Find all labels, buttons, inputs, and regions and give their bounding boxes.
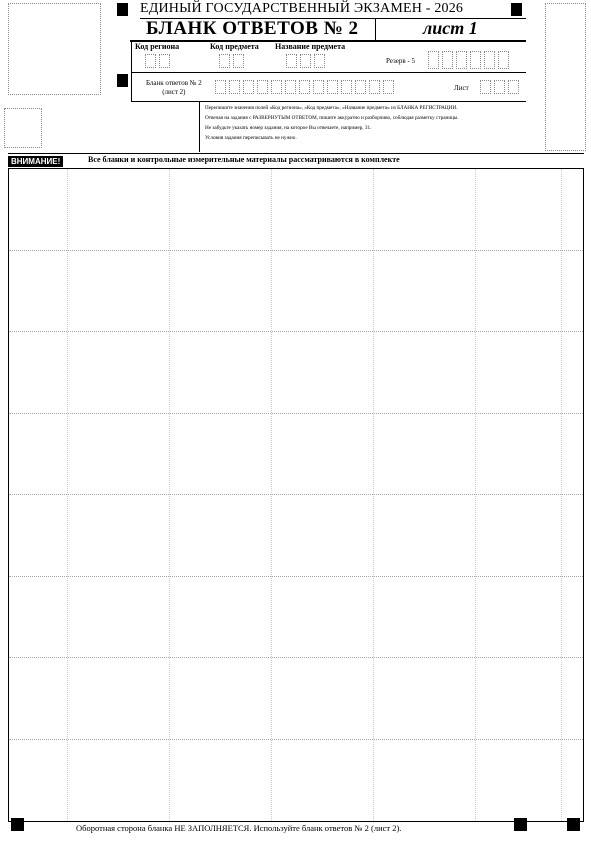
instruction-line: Перепишите значения полей «Код региона», «Код предмета», «Название предмета» из БЛАНКА РЕГИСТРАЦИИ. xyxy=(205,105,458,111)
answer-line xyxy=(9,494,583,495)
form-title: БЛАНК ОТВЕТОВ № 2 xyxy=(146,18,359,39)
form-number-divider xyxy=(131,101,526,102)
subject-name-field[interactable] xyxy=(286,54,328,68)
subject-name-label: Название предмета xyxy=(275,42,346,51)
warning-text: Все бланки и контрольные измерительные материалы рассматриваются в комплекте xyxy=(88,155,400,164)
answer-guide xyxy=(271,169,272,821)
answer-area[interactable] xyxy=(8,168,584,822)
reserve-field[interactable] xyxy=(428,51,512,69)
region-code-field[interactable] xyxy=(145,54,173,68)
region-code-label: Код региона xyxy=(135,42,180,51)
sheet-field-label: Лист xyxy=(454,84,469,92)
answer-guide xyxy=(169,169,170,821)
answer-line xyxy=(9,657,583,658)
fields-divider xyxy=(131,72,526,73)
instructions-left-rule xyxy=(199,101,200,152)
sheet-number-field[interactable] xyxy=(480,80,522,94)
registration-marker-top-right xyxy=(511,3,522,16)
instruction-line: Отвечая на задания с РАЗВЕРНУТЫМ ОТВЕТОМ, пишите аккуратно и разборчиво, соблюдая разметку страницы. xyxy=(205,115,459,121)
answer-line xyxy=(9,331,583,332)
barcode-box-left xyxy=(8,3,101,95)
answer-line xyxy=(9,739,583,740)
subject-code-label: Код предмета xyxy=(210,42,259,51)
title-divider xyxy=(375,19,376,40)
barcode-box-right xyxy=(545,3,586,151)
reserve-label: Резерв - 5 xyxy=(386,57,416,65)
answer-form-label xyxy=(146,79,202,97)
answer-guide xyxy=(561,169,562,821)
instructions xyxy=(205,103,459,143)
answer-form-label-line1: Бланк ответов № 2 xyxy=(146,79,202,87)
answer-form-number-field[interactable] xyxy=(215,80,397,94)
instruction-line: Не забудьте указать номер задания, на которое Вы отвечаете, например, 31. xyxy=(205,125,372,131)
stamp-box-left xyxy=(4,108,42,148)
exam-title: ЕДИНЫЙ ГОСУДАРСТВЕННЫЙ ЭКЗАМЕН - 2026 xyxy=(140,1,464,16)
answer-line xyxy=(9,576,583,577)
answer-line xyxy=(9,250,583,251)
footer-note: Оборотная сторона бланка НЕ ЗАПОЛНЯЕТСЯ. Используйте бланк ответов № 2 (лист 2). xyxy=(76,823,402,833)
answer-guide xyxy=(475,169,476,821)
subject-code-field[interactable] xyxy=(219,54,247,68)
registration-marker-mid-left xyxy=(117,74,128,87)
answer-guide xyxy=(373,169,374,821)
warning-top-rule xyxy=(8,153,584,154)
answer-line xyxy=(9,413,583,414)
instruction-line: Условия задания переписывать не нужно. xyxy=(205,135,297,141)
answer-guide xyxy=(67,169,68,821)
sheet-label: лист 1 xyxy=(423,18,478,38)
warning-badge: ВНИМАНИЕ! xyxy=(8,156,63,167)
header-vertical-rule xyxy=(131,40,132,102)
registration-marker-top-left xyxy=(117,3,128,16)
answer-form-label-line2: (лист 2) xyxy=(162,88,186,96)
